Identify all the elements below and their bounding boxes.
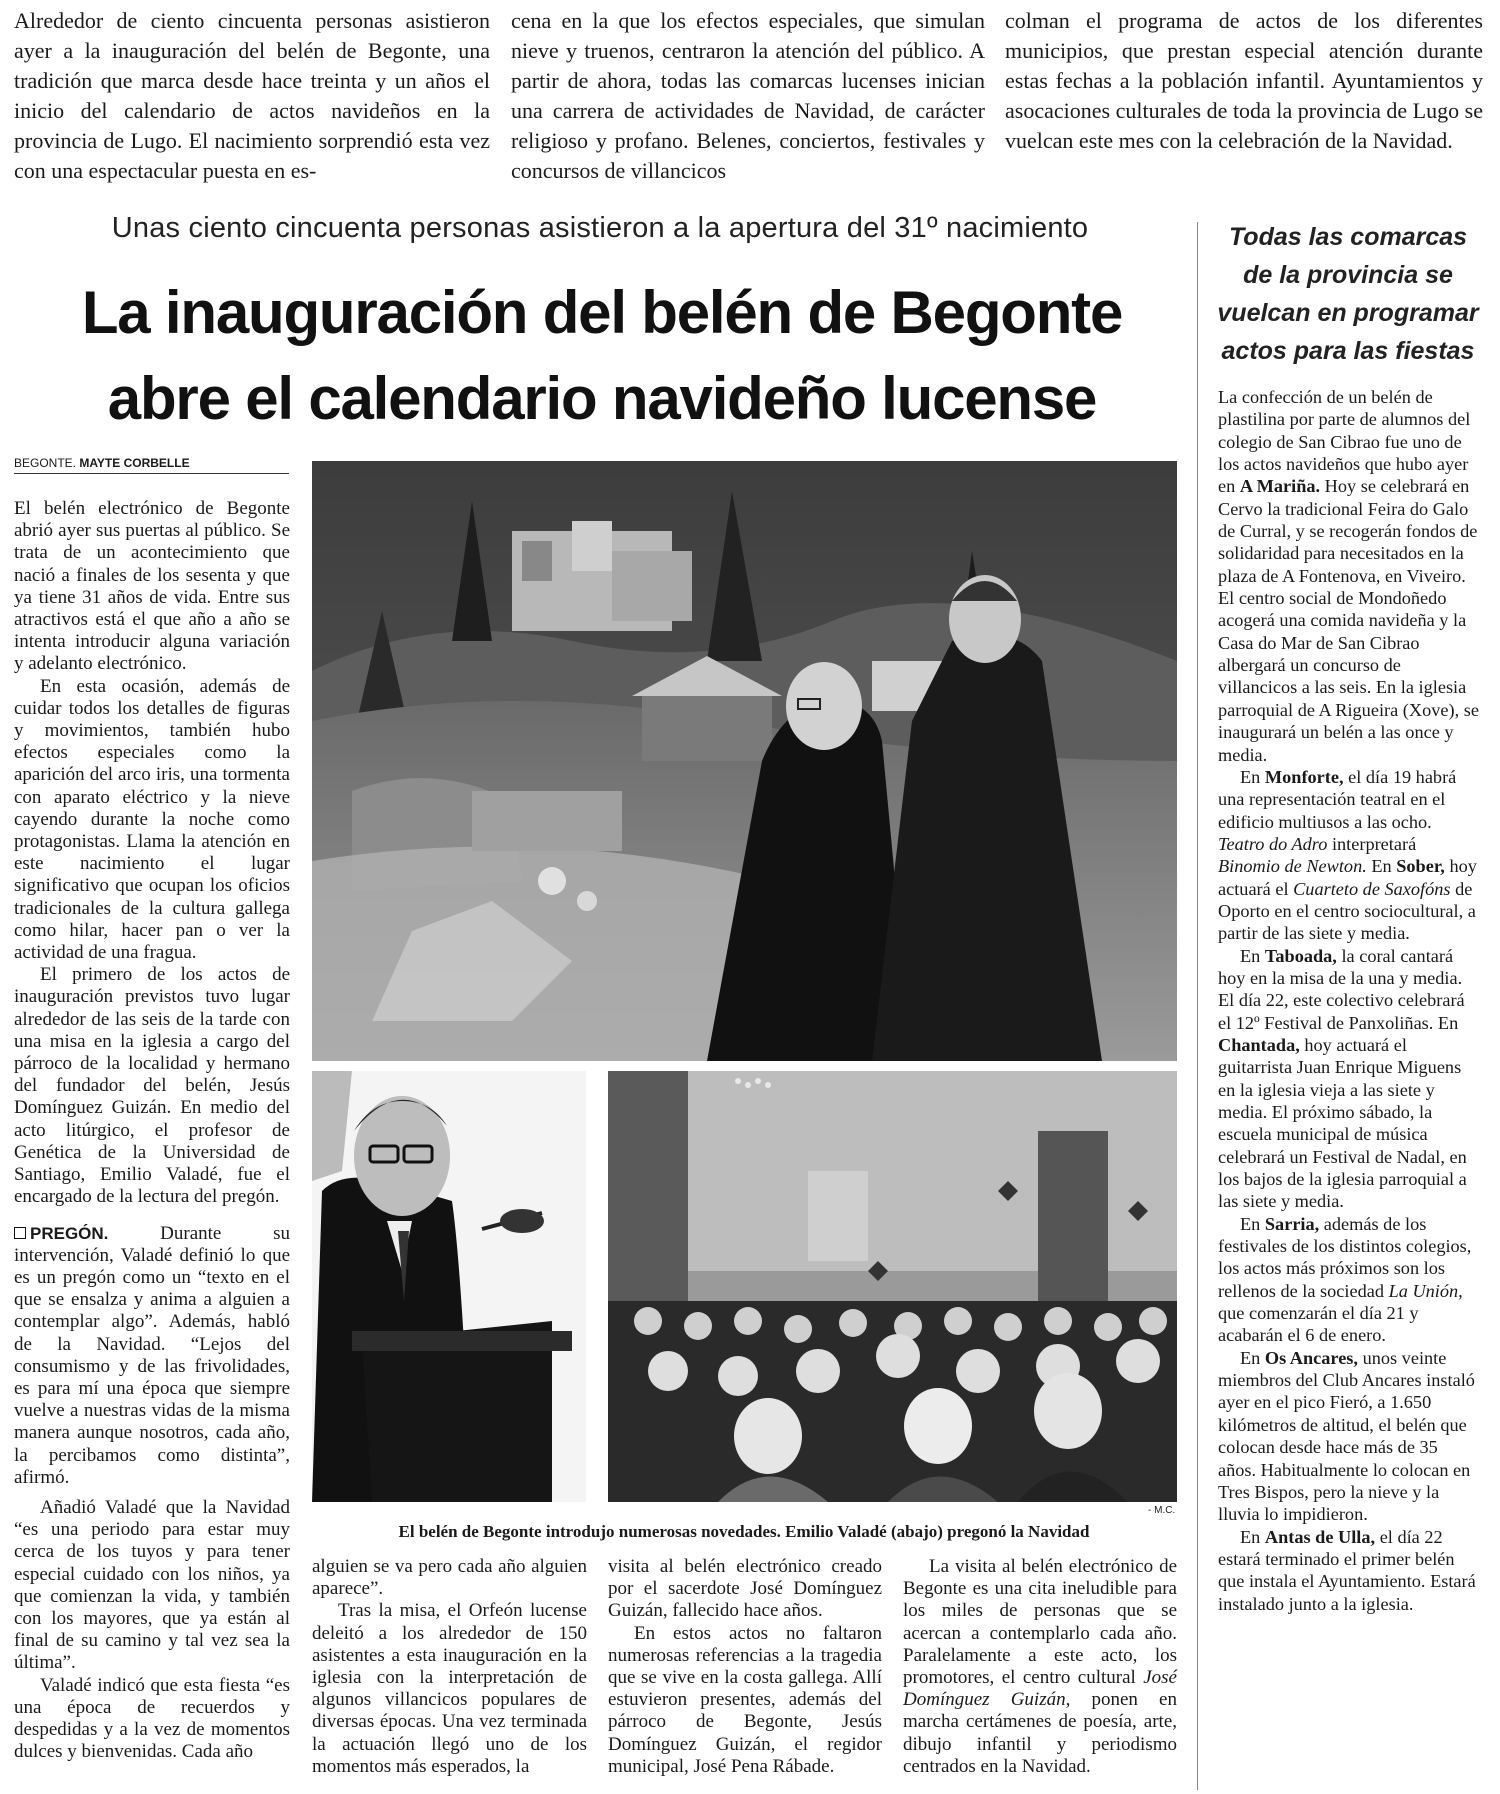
place-name: Chantada, xyxy=(1218,1034,1300,1055)
byline-author: MAYTE CORBELLE xyxy=(79,456,190,470)
place-name: Taboada, xyxy=(1264,945,1337,966)
sidebar-paragraph: La confección de un belén de plastilina por parte de alumnos del colegio de San Cibrao fue uno de los actos navideños que hubo ayer en A Mariña. Hoy se celebrará en Cervo la tradicional Feira do Galo de Curral, y se recogerán fondos de solidaridad para necesitados en la plaza de A Fontenova, en Viveiro. El centro social de Mondoñedo acogerá una comida navideña y la Casa do Mar de San Cibrao albergará un concurso de villancicos a las seis. En la iglesia parroquial de A Rigueira (Xove), se inaugurará un belén a las once y media. xyxy=(1218,387,1479,765)
sidebar-paragraph: En Taboada, la coral cantará hoy en la misa de la una y media. El día 22, este colectivo celebrará el 12º Festival de Panxoliñas. En Chantada, hoy actuará el guitarrista Juan Enrique Miguens en la iglesia vieja a las siete y media. El próximo sábado, la escuela municipal de música celebrará un Festival de Nadal, en los bajos de la iglesia parroquial a las siete y media. xyxy=(1218,945,1467,1212)
photo-credit: - M.C. xyxy=(1148,1505,1176,1516)
article-paragraph: Añadió Valadé que la Navidad “es una periodo para estar muy cerca de los tuyos y para tener especial cuidado con los niños, ya que comienzan la vida, y también con los mayores, que ya están al final de su camino y tal vez sea la última”. xyxy=(14,1496,290,1674)
sidebar-title: Todas las comarcas de la provincia se vuelcan en programar actos para las fiestas xyxy=(1217,223,1479,365)
left-column xyxy=(14,498,290,1763)
place-name: Sober, xyxy=(1396,856,1445,877)
place-name: A Mariña. xyxy=(1239,476,1321,497)
belen-photo xyxy=(312,461,1177,1061)
place-name: Antas de Ulla, xyxy=(1264,1526,1376,1547)
bottom-col-2 xyxy=(312,1556,587,1778)
speaker-photo xyxy=(312,1071,586,1502)
place-name: Monforte, xyxy=(1264,766,1344,787)
byline-place: BEGONTE. xyxy=(14,456,77,470)
sidebar-paragraph: En Sarria, además de los festivales de los distintos colegios, los actos más próximos son los rellenos de la sociedad La Unión, que comenzarán el día 21 y acabarán el 6 de enero. xyxy=(1218,1213,1472,1346)
sidebar-paragraph: En Monforte, el día 19 habrá una representación teatral en el edificio multiusos a las ocho. Teatro do Adro interpretará Binomio de Newton. En Sober, hoy actuará el Cuarteto de Saxofóns de Oporto en el centro sociocultural, a partir de las siete y media. xyxy=(1218,766,1477,944)
article-paragraph: El belén electrónico de Begonte abrió ayer sus puertas al público. Se trata de un acontecimiento que nació a finales de los sesenta y que ya tiene 31 años de vida. Entre sus atractivos está el que año a año se intenta introducir alguna variación y adelanto electrónico. xyxy=(14,498,290,675)
sidebar-paragraph: En Antas de Ulla, el día 22 estará terminado el primer belén que instala el Ayuntamiento. Estará instalado junto a la iglesia. xyxy=(1218,1526,1476,1614)
article-paragraph: En estos actos no faltaron numerosas referencias a la tragedia que se vive en la costa gallega. Allí estuvieron presentes, además del párroco de Begonte, Jesús Domínguez Guizán, el regidor municipal, José Pena Rábade. xyxy=(608,1622,882,1777)
intro-col-2: cena en la que los efectos especiales, que simulan nieve y truenos, centraron la atención del público. A partir de ahora, todas las comarcas lucenses inician una carrera de actividades de Navidad, de carácter religioso y profano. Belenes, conciertos, festivales y concursos de villancicos xyxy=(511,8,985,183)
byline xyxy=(14,456,289,474)
column-divider xyxy=(1197,222,1198,1790)
sidebar-column xyxy=(1218,386,1480,1615)
bottom-col-3 xyxy=(608,1556,882,1778)
place-name: Sarria, xyxy=(1264,1213,1320,1234)
article-paragraph: La visita al belén electrónico de Begonte es una cita ineludible para los miles de personas que se acercan a contemplarlo cada año. Paralelamente a este acto, los promotores, el centro cultural José Domínguez Guizán, ponen en marcha certámenes de poesía, arte, dibujo infantil y periodismo centrados en la Navidad. xyxy=(903,1556,1177,1777)
pregon-paragraph: PREGÓN. Durante su intervención, Valadé definió lo que es un pregón como un “texto en el que se ensalza y anima a alguien a contemplar algo”. Además, habló de la Navidad. “Lejos del consumismo y de las frivolidades, es para mí una época que siempre vuelve a nuestras vidas de la misma manera aunque nosotros, cada año, la percibamos como distinta”, afirmó. xyxy=(14,1222,290,1488)
article-paragraph: Tras la misa, el Orfeón lucense deleitó a los alrededor de 150 asistentes a esta inauguración en la iglesia con la interpretación de algunos villancicos populares de diversas épocas. Una vez terminada la actuación llegó uno de los momentos más esperados, la xyxy=(312,1600,587,1777)
sidebar-paragraph: En Os Ancares, unos veinte miembros del Club Ancares instaló ayer en el pico Fieró, a 1.650 kilómetros de altitud, el belén que colocan desde hace más de 35 años. Habitualmente lo colocan en Tres Bispos, pero la nieve y la lluvia lo impidieron. xyxy=(1218,1347,1475,1525)
headline-line-1: La inauguración del belén de Begonte xyxy=(81,279,1123,346)
audience-photo xyxy=(608,1071,1177,1502)
article-paragraph: Valadé indicó que esta fiesta “es una época de recuerdos y despedidas y a la vez de momentos dulces y bienvenidas. Cada año xyxy=(14,1674,290,1763)
headline xyxy=(14,270,1190,442)
article-paragraph: alguien se va pero cada año alguien aparece”. xyxy=(312,1556,587,1600)
intro-col-3: colman el programa de actos de los diferentes municipios, que prestan especial atención durante estas fechas a la población infantil. Ayuntamientos y asocaciones culturales de toda la provincia de Lugo se vuelcan este mes con la celebración de la Navidad. xyxy=(1005,8,1483,153)
kicker: Unas ciento cincuenta personas asistieron a la apertura del 31º nacimiento xyxy=(111,212,1089,244)
square-bullet-icon xyxy=(14,1227,26,1239)
place-name: Os Ancares, xyxy=(1264,1347,1358,1368)
photo-caption: El belén de Begonte introdujo numerosas novedades. Emilio Valadé (abajo) pregonó la Navidad xyxy=(398,1522,1090,1541)
article-paragraph: En esta ocasión, además de cuidar todos los detalles de figuras y movimientos, también hubo efectos especiales como la aparición del arco iris, una tormenta con aparato eléctrico y la nieve cayendo durante la noche como protagonistas. Llama la atención en este nacimiento el lugar significativo que ocupan los oficios tradicionales de la cultura gallega como hilar, hacer pan o ver la actividad de una fragua. xyxy=(14,675,290,964)
cultural-center-name: José Domínguez Guizán, xyxy=(903,1667,1177,1711)
audience-photo-image xyxy=(608,1071,1177,1502)
headline-line-2: abre el calendario navideño lucense xyxy=(107,365,1097,432)
article-paragraph: visita al belén electrónico creado por el sacerdote José Domínguez Guizán, fallecido hace años. xyxy=(608,1556,882,1622)
intro-col-1: Alrededor de ciento cincuenta personas asistieron ayer a la inauguración del belén de Begonte, una tradición que marca desde hace treinta y un años el inicio del calendario de actos navideños en la provincia de Lugo. El nacimiento sorprendió esta vez con una espectacular puesta en es- xyxy=(14,8,490,183)
bottom-col-4 xyxy=(903,1556,1177,1778)
pregon-subhead: PREGÓN. xyxy=(30,1223,109,1243)
belen-photo-image xyxy=(312,461,1177,1061)
speaker-photo-image xyxy=(312,1071,586,1502)
article-paragraph: El primero de los actos de inauguración previstos tuvo lugar alrededor de las seis de la tarde con una misa en la iglesia a cargo del párroco de la localidad y hermano del fundador del belén, Jesús Domínguez Guizán. En medio del acto litúrgico, el profesor de Genética de la Universidad de Santiago, Emilio Valadé, fue el encargado de la lectura del pregón. xyxy=(14,964,290,1208)
